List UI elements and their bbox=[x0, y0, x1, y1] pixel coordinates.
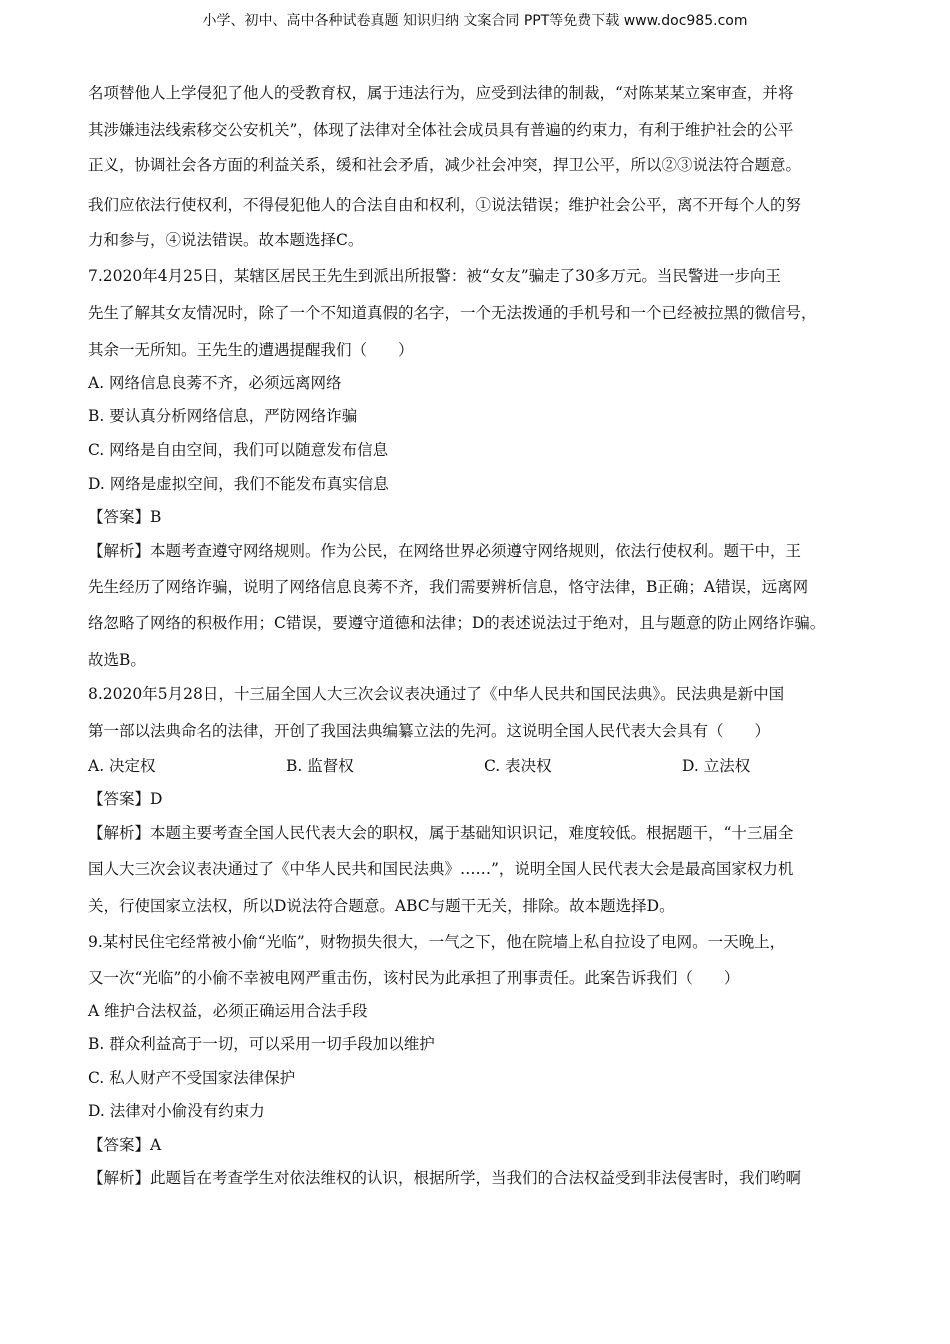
text-line: A 维护合法权益，必须正确运用合法手段 bbox=[88, 1002, 368, 1020]
text-line: D. 网络是虚拟空间，我们不能发布真实信息 bbox=[88, 475, 389, 493]
text-line: 关，行使国家立法权，所以D说法符合题意。ABC与题干无关，排除。故本题选择D。 bbox=[88, 897, 675, 915]
option-c: C. 表决权 bbox=[484, 757, 552, 775]
text-line: A. 网络信息良莠不齐，必须远离网络 bbox=[88, 374, 342, 392]
text-line: 【答案】B bbox=[88, 508, 162, 526]
text-line: 正义，协调社会各方面的利益关系，缓和社会矛盾，减少社会冲突，捍卫公平，所以②③说法符合题意。 bbox=[88, 156, 802, 174]
text-line: 【答案】D bbox=[88, 790, 163, 808]
text-line: 9.某村民住宅经常被小偷“光临”，财物损失很大，一气之下，他在院墙上私自拉设了电网。一天晚上， bbox=[88, 933, 786, 951]
option-b: B. 监督权 bbox=[286, 757, 354, 775]
text-line: B. 群众利益高于一切，可以采用一切手段加以维护 bbox=[88, 1035, 435, 1053]
text-line: 【解析】本题主要考查全国人民代表大会的职权，属于基础知识识记，难度较低。根据题干，“十三届全 bbox=[88, 824, 794, 842]
text-line: 络忽略了网络的积极作用；C错误，要遵守道德和法律；D的表述说法过于绝对，且与题意的防止网络诈骗。 bbox=[88, 614, 826, 632]
text-line: 其余一无所知。王先生的遭遇提醒我们（ ） bbox=[88, 341, 414, 359]
text-line: 8.2020年5月28日，十三届全国人大三次会议表决通过了《中华人民共和国民法典》。民法典是新中国 bbox=[88, 685, 785, 703]
option-a: A. 决定权 bbox=[88, 757, 156, 775]
text-line: 其涉嫌违法线索移交公安机关”，体现了法律对全体社会成员具有普遍的约束力，有利于维护社会的公平 bbox=[88, 121, 794, 139]
q8-options bbox=[88, 756, 880, 776]
text-line: 又一次“光临”的小偷不幸被电网严重击伤，该村民为此承担了刑事责任。此案告诉我们（ ） bbox=[88, 969, 740, 987]
text-line: 7.2020年4月25日，某辖区居民王先生到派出所报警：被“女友”骗走了30多万元。当民警进一步向王 bbox=[88, 267, 781, 285]
text-line: C. 网络是自由空间，我们可以随意发布信息 bbox=[88, 441, 389, 459]
text-line: D. 法律对小偷没有约束力 bbox=[88, 1102, 265, 1120]
text-line: 第一部以法典命名的法律，开创了我国法典编纂立法的先河。这说明全国人民代表大会具有（ ） bbox=[88, 722, 771, 740]
text-line: 【解析】此题旨在考查学生对依法维权的认识，根据所学，当我们的合法权益受到非法侵害时，我们哟啊 bbox=[88, 1169, 802, 1187]
text-line: 先生了解其女友情况时，除了一个不知道真假的名字，一个无法拨通的手机号和一个已经被拉黑的微信号， bbox=[88, 304, 817, 322]
text-line: 我们应依法行使权利，不得侵犯他人的合法自由和权利，①说法错误；维护社会公平，离不开每个人的努 bbox=[88, 196, 802, 214]
text-line: 故选B。 bbox=[88, 651, 146, 669]
text-line: 先生经历了网络诈骗，说明了网络信息良莠不齐，我们需要辨析信息，恪守法律，B正确；A错误，远离网 bbox=[88, 578, 809, 596]
option-d: D. 立法权 bbox=[682, 757, 751, 775]
text-line: 【解析】本题考查遵守网络规则。作为公民，在网络世界必须遵守网络规则，依法行使权利。题干中，王 bbox=[88, 542, 802, 560]
text-line: B. 要认真分析网络信息，严防网络诈骗 bbox=[88, 407, 358, 425]
page-header: 小学、初中、高中各种试卷真题 知识归纳 文案合同 PPT等免费下载 www.doc985.com bbox=[202, 13, 748, 29]
text-line: 力和参与，④说法错误。故本题选择C。 bbox=[88, 231, 364, 249]
text-line: 国人大三次会议表决通过了《中华人民共和国民法典》……”，说明全国人民代表大会是最高国家权力机 bbox=[88, 860, 794, 878]
text-line: C. 私人财产不受国家法律保护 bbox=[88, 1069, 296, 1087]
text-line: 【答案】A bbox=[88, 1136, 162, 1154]
text-line: 名项替他人上学侵犯了他人的受教育权，属于违法行为，应受到法律的制裁，“对陈某某立案审查，并将 bbox=[88, 84, 794, 102]
